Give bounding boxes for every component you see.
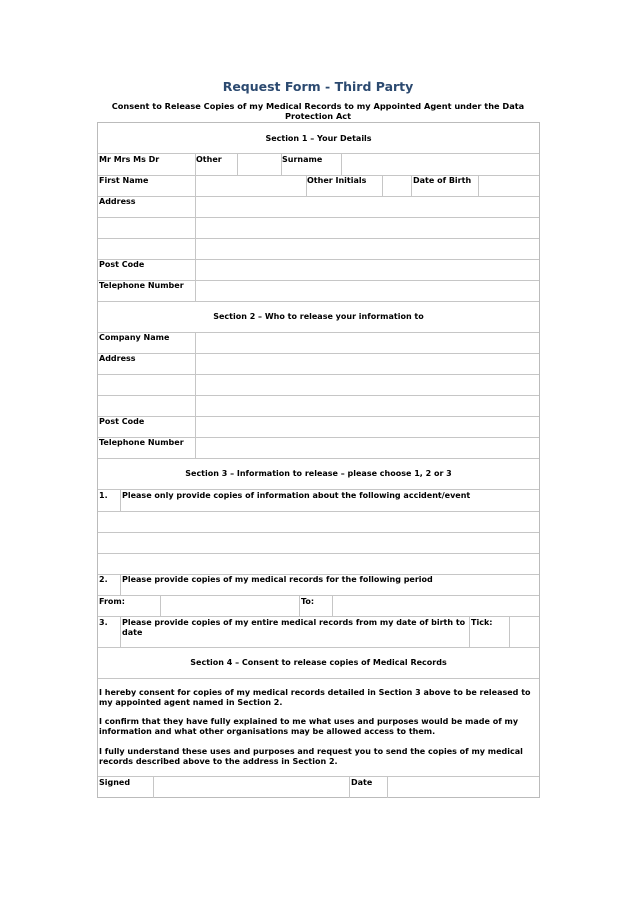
row-divider [98,301,539,302]
option1-number: 1. [99,491,108,500]
to-date-field[interactable] [333,596,539,616]
col-divider [120,616,121,647]
title-label: Mr Mrs Ms Dr [99,155,160,164]
address-label: Address [99,197,136,206]
request-form [97,122,540,798]
col-divider [120,489,121,511]
accident-event-field[interactable] [98,512,539,574]
to-label: To: [301,597,315,606]
option3-number: 3. [99,618,108,627]
section1-heading: Section 1 – Your Details [265,134,372,143]
row-divider [98,616,539,617]
col-divider [349,776,350,798]
option2-number: 2. [99,575,108,584]
agent-address-label: Address [99,354,136,363]
row-divider [98,647,539,648]
option3-text: Please provide copies of my entire medical records from my date of birth to date [122,618,466,637]
tick-label: Tick: [471,618,493,627]
section4-heading: Section 4 – Consent to release copies of Medical Records [190,658,447,667]
agent-post-code-field[interactable] [196,417,539,437]
post-code-field[interactable] [196,260,539,280]
tick-box[interactable] [510,617,539,647]
first-name-field[interactable] [196,176,306,196]
col-divider [411,175,412,196]
col-divider [469,616,470,647]
surname-label: Surname [282,155,323,164]
other-label: Other [196,155,222,164]
agent-address-field[interactable] [196,354,539,416]
first-name-label: First Name [99,176,149,185]
company-name-label: Company Name [99,333,170,342]
dob-field[interactable] [479,176,539,196]
row-divider [98,458,539,459]
option2-text: Please provide copies of my medical records for the following period [122,575,433,584]
telephone-field[interactable] [196,281,539,301]
dob-label: Date of Birth [413,176,472,185]
signature-field[interactable] [154,777,349,798]
consent-paragraph-3: I fully understand these uses and purposes and request you to send the copies of my medical records described above to the address in Section 2. [99,747,523,766]
section2-heading: Section 2 – Who to release your information to [213,312,424,321]
agent-post-code-label: Post Code [99,417,145,426]
agent-telephone-label: Telephone Number [99,438,184,447]
date-field[interactable] [388,777,539,798]
col-divider [299,595,300,616]
form-title: Request Form - Third Party [222,79,414,94]
other-title-field[interactable] [238,154,281,175]
signed-label: Signed [99,778,131,787]
option1-text: Please only provide copies of information about the following accident/event [122,491,471,500]
consent-paragraph-2: I confirm that they have fully explained to me what uses and purposes would be made of my information and what other organisations may be allowed access to them. [99,717,519,736]
consent-paragraph-1: I hereby consent for copies of my medical records detailed in Section 3 above to be released to my appointed agent named in Section 2. [99,688,531,707]
title-field[interactable] [98,154,195,175]
post-code-label: Post Code [99,260,145,269]
address-field[interactable] [196,197,539,259]
date-label: Date [351,778,373,787]
agent-telephone-field[interactable] [196,438,539,458]
company-name-field[interactable] [196,333,539,353]
row-divider [98,678,539,679]
other-initials-field[interactable] [383,176,411,196]
col-divider [120,574,121,595]
row-divider [98,489,539,490]
from-label: From: [99,597,125,606]
other-initials-label: Other Initials [307,176,367,185]
surname-field[interactable] [342,154,539,175]
telephone-label: Telephone Number [99,281,184,290]
section3-heading: Section 3 – Information to release – please choose 1, 2 or 3 [185,469,452,478]
from-date-field[interactable] [161,596,299,616]
form-subtitle: Consent to Release Copies of my Medical Records to my Appointed Agent under the Data Protection Act [111,101,525,121]
